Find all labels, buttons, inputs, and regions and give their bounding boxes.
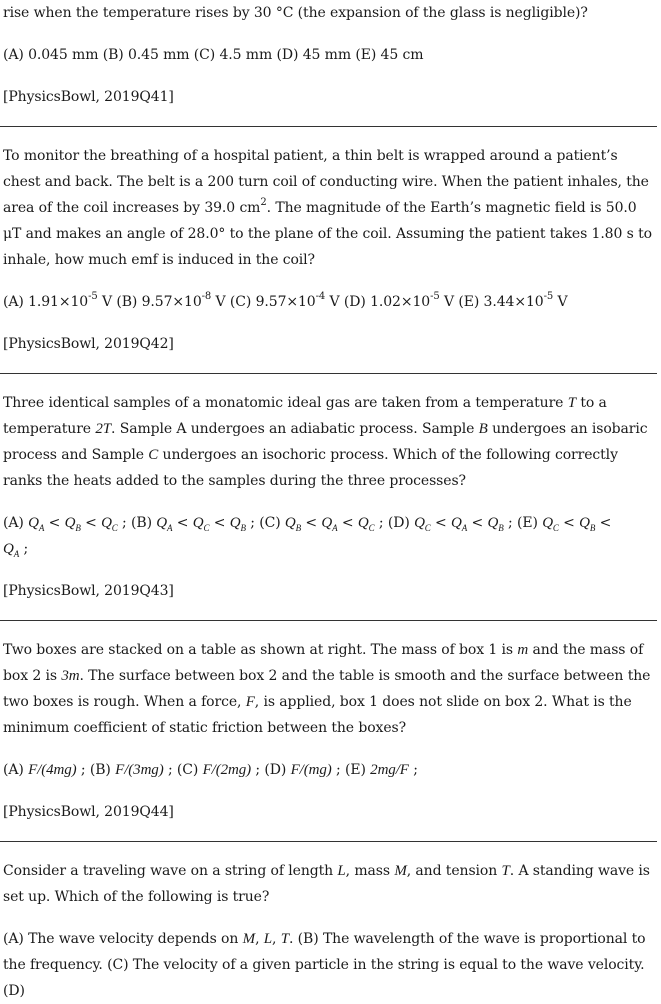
source-citation: [PhysicsBowl, 2019Q41]: [3, 89, 174, 105]
answer-options: (A) $Q_A < Q_B < Q_C$ ; (B) $Q_A < Q_C < Q_B$ ; (C) $Q_B < Q_A < Q_C$ ; (D) $Q_C < Q_A < Q_B$ ; (E) $Q_C < Q_B$ < $Q_A$ ;: [3, 515, 612, 559]
answer-options: (A) 0.045 mm (B) 0.45 mm (C) 4.5 mm (D) 45 mm (E) 45 cm: [3, 47, 424, 63]
problem-stem: rise when the temperature rises by 30 °C (the expansion of the glass is negligible)?: [3, 5, 588, 21]
problem-document: [3, 0, 657, 1004]
problem-q43: [3, 390, 657, 604]
problem-stem: Two boxes are stacked on a table as shown at right. The mass of box 1 is m and the mass of box 2 is 3m. The surface between box 2 and the table is smooth and the surface between the two boxes is rough. When a force, F, is applied, box 1 does not slide on box 2. What is the minimum coefficient of static friction between the boxes?: [3, 642, 651, 736]
divider: [0, 620, 657, 621]
problem-stem: To monitor the breathing of a hospital patient, a thin belt is wrapped around a patient’s chest and back. The belt is a 200 turn coil of conducting wire. When the patient inhales, the area of the coil increases by 39.0 $cm^2$. The magnitude of the Earth’s magnetic field is 50.0 μT and makes an angle of 28.0° to the plane of the coil. Assuming the patient takes 1.80 s to inhale, how much emf is induced in the coil?: [3, 148, 652, 268]
source-citation: [PhysicsBowl, 2019Q42]: [3, 336, 174, 352]
source-citation: [PhysicsBowl, 2019Q44]: [3, 804, 174, 820]
divider: [0, 126, 657, 127]
divider: [0, 841, 657, 842]
problem-q44: [3, 637, 657, 825]
answer-options: (A) The wave velocity depends on M, L, T. (B) The wavelength of the wave is proportional to the frequency. (C) The velocity of a given particle in the string is equal to the wave velocity. (D): [3, 931, 646, 999]
problem-q41: [3, 0, 657, 110]
answer-options: (A) F/(4mg) ; (B) F/(3mg) ; (C) F/(2mg) ; (D) F/(mg) ; (E) 2mg/F ;: [3, 762, 418, 778]
divider: [0, 373, 657, 374]
source-citation: [PhysicsBowl, 2019Q43]: [3, 583, 174, 599]
problem-stem: Consider a traveling wave on a string of length L, mass M, and tension T. A standing wave is set up. Which of the following is true?: [3, 863, 650, 905]
answer-options: (A) $1.91\times 10^{-5}$ V (B) $9.57\times 10^{-8}$ V (C) $9.57\times 10^{-4}$ V (D) $1.02\times 10^{-5}$ V (E) $3.44\times 10^{-5}$ V: [3, 291, 568, 310]
problem-stem: Three identical samples of a monatomic ideal gas are taken from a temperature T to a temperature 2T. Sample A undergoes an adiabatic process. Sample B undergoes an isobaric process and Sample C undergoes an isochoric process. Which of the following correctly ranks the heats added to the samples during the three processes?: [3, 395, 648, 489]
problem-q45: [3, 858, 657, 1004]
problem-q42: [3, 143, 657, 357]
